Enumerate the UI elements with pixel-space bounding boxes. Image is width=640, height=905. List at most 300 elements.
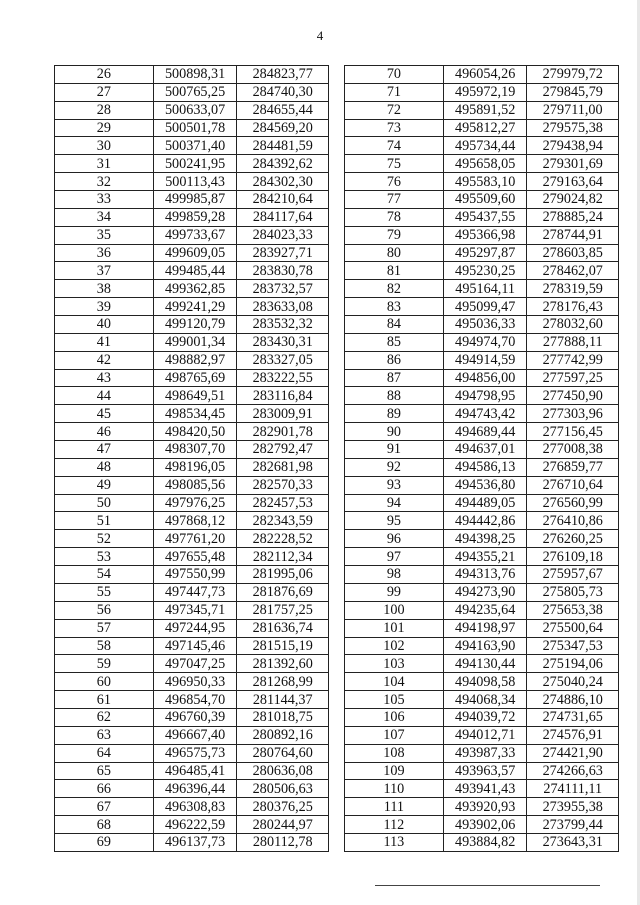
table-row: [345, 226, 619, 244]
y-coordinate-cell: 281018,75: [237, 708, 329, 726]
point-number-cell: 76: [345, 173, 444, 191]
point-number-cell: 32: [55, 173, 154, 191]
table-row: [345, 155, 619, 173]
y-coordinate-cell: 284117,64: [237, 208, 329, 226]
point-number-cell: 108: [345, 744, 444, 762]
y-coordinate-cell: 274266,63: [527, 762, 619, 780]
x-coordinate-cell: 499733,67: [153, 226, 237, 244]
y-coordinate-cell: 283222,55: [237, 369, 329, 387]
table-row: [345, 119, 619, 137]
x-coordinate-cell: 497345,71: [153, 601, 237, 619]
table-row: [345, 655, 619, 673]
y-coordinate-cell: 279575,38: [527, 119, 619, 137]
y-coordinate-cell: 283927,71: [237, 244, 329, 262]
point-number-cell: 93: [345, 476, 444, 494]
point-number-cell: 41: [55, 333, 154, 351]
point-number-cell: 84: [345, 316, 444, 334]
table-row: [55, 333, 329, 351]
x-coordinate-cell: 494856,00: [443, 369, 527, 387]
x-coordinate-cell: 496137,73: [153, 833, 237, 851]
y-coordinate-cell: 281876,69: [237, 583, 329, 601]
point-number-cell: 30: [55, 137, 154, 155]
y-coordinate-cell: 283116,84: [237, 387, 329, 405]
table-row: [55, 423, 329, 441]
x-coordinate-cell: 499859,28: [153, 208, 237, 226]
x-coordinate-cell: 493963,57: [443, 762, 527, 780]
table-row: [345, 83, 619, 101]
table-row: [345, 441, 619, 459]
x-coordinate-cell: 495812,27: [443, 119, 527, 137]
table-row: [345, 816, 619, 834]
x-coordinate-cell: 497976,25: [153, 494, 237, 512]
x-coordinate-cell: 494798,95: [443, 387, 527, 405]
table-row: [345, 566, 619, 584]
y-coordinate-cell: 279024,82: [527, 191, 619, 209]
x-coordinate-cell: 500371,40: [153, 137, 237, 155]
x-coordinate-cell: 498196,05: [153, 458, 237, 476]
point-number-cell: 26: [55, 66, 154, 84]
y-coordinate-cell: 281636,74: [237, 619, 329, 637]
y-coordinate-cell: 280244,97: [237, 816, 329, 834]
table-row: [345, 101, 619, 119]
table-row: [55, 405, 329, 423]
point-number-cell: 46: [55, 423, 154, 441]
x-coordinate-cell: 499985,87: [153, 191, 237, 209]
y-coordinate-cell: 274731,65: [527, 708, 619, 726]
table-row: [345, 351, 619, 369]
x-coordinate-cell: 496308,83: [153, 798, 237, 816]
table-row: [55, 548, 329, 566]
y-coordinate-cell: 274421,90: [527, 744, 619, 762]
x-coordinate-cell: 494974,70: [443, 333, 527, 351]
y-coordinate-cell: 284823,77: [237, 66, 329, 84]
y-coordinate-cell: 274111,11: [527, 780, 619, 798]
x-coordinate-cell: 496667,40: [153, 726, 237, 744]
x-coordinate-cell: 495099,47: [443, 298, 527, 316]
x-coordinate-cell: 499001,34: [153, 333, 237, 351]
point-number-cell: 51: [55, 512, 154, 530]
y-coordinate-cell: 276560,99: [527, 494, 619, 512]
table-row: [55, 494, 329, 512]
y-coordinate-cell: 278462,07: [527, 262, 619, 280]
footer-rule: [375, 885, 600, 886]
y-coordinate-cell: 278744,91: [527, 226, 619, 244]
table-row: [345, 333, 619, 351]
point-number-cell: 87: [345, 369, 444, 387]
table-row: [345, 369, 619, 387]
point-number-cell: 112: [345, 816, 444, 834]
table-row: [345, 548, 619, 566]
y-coordinate-cell: 275805,73: [527, 583, 619, 601]
y-coordinate-cell: 282343,59: [237, 512, 329, 530]
point-number-cell: 69: [55, 833, 154, 851]
y-coordinate-cell: 276859,77: [527, 458, 619, 476]
point-number-cell: 62: [55, 708, 154, 726]
point-number-cell: 40: [55, 316, 154, 334]
table-row: [55, 833, 329, 851]
x-coordinate-cell: 493941,43: [443, 780, 527, 798]
y-coordinate-cell: 275194,06: [527, 655, 619, 673]
point-number-cell: 83: [345, 298, 444, 316]
table-row: [55, 512, 329, 530]
point-number-cell: 97: [345, 548, 444, 566]
point-number-cell: 81: [345, 262, 444, 280]
point-number-cell: 102: [345, 637, 444, 655]
table-row: [55, 530, 329, 548]
y-coordinate-cell: 273799,44: [527, 816, 619, 834]
table-row: [345, 673, 619, 691]
y-coordinate-cell: 282112,34: [237, 548, 329, 566]
x-coordinate-cell: 496054,26: [443, 66, 527, 84]
x-coordinate-cell: 496222,59: [153, 816, 237, 834]
table-row: [55, 441, 329, 459]
point-number-cell: 38: [55, 280, 154, 298]
point-number-cell: 35: [55, 226, 154, 244]
table-row: [345, 405, 619, 423]
table-row: [55, 298, 329, 316]
table-row: [55, 262, 329, 280]
point-number-cell: 77: [345, 191, 444, 209]
y-coordinate-cell: 283532,32: [237, 316, 329, 334]
point-number-cell: 47: [55, 441, 154, 459]
x-coordinate-cell: 494012,71: [443, 726, 527, 744]
table-row: [345, 619, 619, 637]
table-row: [345, 494, 619, 512]
x-coordinate-cell: 497244,95: [153, 619, 237, 637]
table-row: [55, 816, 329, 834]
point-number-cell: 109: [345, 762, 444, 780]
table-row: [345, 744, 619, 762]
table-row: [55, 583, 329, 601]
x-coordinate-cell: 496854,70: [153, 691, 237, 709]
table-row: [55, 226, 329, 244]
point-number-cell: 48: [55, 458, 154, 476]
y-coordinate-cell: 277303,96: [527, 405, 619, 423]
y-coordinate-cell: 284210,64: [237, 191, 329, 209]
table-row: [345, 601, 619, 619]
point-number-cell: 99: [345, 583, 444, 601]
point-number-cell: 63: [55, 726, 154, 744]
x-coordinate-cell: 497047,25: [153, 655, 237, 673]
x-coordinate-cell: 494098,58: [443, 673, 527, 691]
point-number-cell: 36: [55, 244, 154, 262]
table-row: [55, 619, 329, 637]
y-coordinate-cell: 281392,60: [237, 655, 329, 673]
y-coordinate-cell: 277450,90: [527, 387, 619, 405]
point-number-cell: 100: [345, 601, 444, 619]
table-row: [55, 458, 329, 476]
x-coordinate-cell: 493902,06: [443, 816, 527, 834]
table-row: [345, 512, 619, 530]
point-number-cell: 53: [55, 548, 154, 566]
x-coordinate-cell: 498085,56: [153, 476, 237, 494]
table-row: [345, 173, 619, 191]
point-number-cell: 55: [55, 583, 154, 601]
y-coordinate-cell: 280376,25: [237, 798, 329, 816]
point-number-cell: 106: [345, 708, 444, 726]
point-number-cell: 31: [55, 155, 154, 173]
table-row: [55, 476, 329, 494]
y-coordinate-cell: 280112,78: [237, 833, 329, 851]
x-coordinate-cell: 494039,72: [443, 708, 527, 726]
point-number-cell: 29: [55, 119, 154, 137]
y-coordinate-cell: 283327,05: [237, 351, 329, 369]
x-coordinate-cell: 494068,34: [443, 691, 527, 709]
table-row: [55, 137, 329, 155]
point-number-cell: 42: [55, 351, 154, 369]
y-coordinate-cell: 277742,99: [527, 351, 619, 369]
point-number-cell: 54: [55, 566, 154, 584]
table-row: [345, 208, 619, 226]
point-number-cell: 67: [55, 798, 154, 816]
x-coordinate-cell: 494743,42: [443, 405, 527, 423]
point-number-cell: 44: [55, 387, 154, 405]
point-number-cell: 57: [55, 619, 154, 637]
table-row: [345, 191, 619, 209]
point-number-cell: 50: [55, 494, 154, 512]
x-coordinate-cell: 494235,64: [443, 601, 527, 619]
point-number-cell: 89: [345, 405, 444, 423]
table-row: [55, 83, 329, 101]
x-coordinate-cell: 495583,10: [443, 173, 527, 191]
y-coordinate-cell: 284392,62: [237, 155, 329, 173]
x-coordinate-cell: 497145,46: [153, 637, 237, 655]
y-coordinate-cell: 282681,98: [237, 458, 329, 476]
y-coordinate-cell: 279711,00: [527, 101, 619, 119]
table-row: [345, 708, 619, 726]
point-number-cell: 94: [345, 494, 444, 512]
x-coordinate-cell: 498420,50: [153, 423, 237, 441]
y-coordinate-cell: 280892,16: [237, 726, 329, 744]
x-coordinate-cell: 496950,33: [153, 673, 237, 691]
x-coordinate-cell: 497447,73: [153, 583, 237, 601]
table-row: [345, 423, 619, 441]
point-number-cell: 59: [55, 655, 154, 673]
y-coordinate-cell: 279979,72: [527, 66, 619, 84]
point-number-cell: 39: [55, 298, 154, 316]
y-coordinate-cell: 274576,91: [527, 726, 619, 744]
point-number-cell: 92: [345, 458, 444, 476]
x-coordinate-cell: 493884,82: [443, 833, 527, 851]
x-coordinate-cell: 493920,93: [443, 798, 527, 816]
table-row: [55, 119, 329, 137]
y-coordinate-cell: 282901,78: [237, 423, 329, 441]
x-coordinate-cell: 495036,33: [443, 316, 527, 334]
x-coordinate-cell: 496575,73: [153, 744, 237, 762]
x-coordinate-cell: 494442,86: [443, 512, 527, 530]
x-coordinate-cell: 497868,12: [153, 512, 237, 530]
table-row: [55, 673, 329, 691]
x-coordinate-cell: 495164,11: [443, 280, 527, 298]
x-coordinate-cell: 495509,60: [443, 191, 527, 209]
table-row: [55, 208, 329, 226]
table-row: [345, 780, 619, 798]
y-coordinate-cell: 284655,44: [237, 101, 329, 119]
table-row: [55, 762, 329, 780]
table-row: [55, 726, 329, 744]
point-number-cell: 49: [55, 476, 154, 494]
y-coordinate-cell: 281144,37: [237, 691, 329, 709]
y-coordinate-cell: 281757,25: [237, 601, 329, 619]
point-number-cell: 72: [345, 101, 444, 119]
x-coordinate-cell: 500501,78: [153, 119, 237, 137]
y-coordinate-cell: 275040,24: [527, 673, 619, 691]
point-number-cell: 86: [345, 351, 444, 369]
x-coordinate-cell: 498882,97: [153, 351, 237, 369]
point-number-cell: 80: [345, 244, 444, 262]
table-row: [345, 387, 619, 405]
y-coordinate-cell: 274886,10: [527, 691, 619, 709]
x-coordinate-cell: 500765,25: [153, 83, 237, 101]
point-number-cell: 43: [55, 369, 154, 387]
point-number-cell: 60: [55, 673, 154, 691]
point-number-cell: 70: [345, 66, 444, 84]
table-row: [55, 155, 329, 173]
point-number-cell: 73: [345, 119, 444, 137]
table-row: [55, 744, 329, 762]
table-row: [55, 601, 329, 619]
y-coordinate-cell: 281268,99: [237, 673, 329, 691]
table-row: [55, 691, 329, 709]
table-row: [55, 798, 329, 816]
y-coordinate-cell: 278603,85: [527, 244, 619, 262]
point-number-cell: 88: [345, 387, 444, 405]
point-number-cell: 103: [345, 655, 444, 673]
x-coordinate-cell: 500241,95: [153, 155, 237, 173]
x-coordinate-cell: 499120,79: [153, 316, 237, 334]
y-coordinate-cell: 278885,24: [527, 208, 619, 226]
table-row: [345, 691, 619, 709]
y-coordinate-cell: 282792,47: [237, 441, 329, 459]
table-row: [55, 351, 329, 369]
table-row: [55, 566, 329, 584]
y-coordinate-cell: 279301,69: [527, 155, 619, 173]
table-row: [55, 387, 329, 405]
y-coordinate-cell: 278319,59: [527, 280, 619, 298]
x-coordinate-cell: 494130,44: [443, 655, 527, 673]
table-row: [55, 244, 329, 262]
point-number-cell: 65: [55, 762, 154, 780]
x-coordinate-cell: 494163,90: [443, 637, 527, 655]
point-number-cell: 34: [55, 208, 154, 226]
y-coordinate-cell: 278176,43: [527, 298, 619, 316]
point-number-cell: 56: [55, 601, 154, 619]
x-coordinate-cell: 494398,25: [443, 530, 527, 548]
x-coordinate-cell: 494536,80: [443, 476, 527, 494]
table-row: [345, 66, 619, 84]
point-number-cell: 111: [345, 798, 444, 816]
table-row: [345, 726, 619, 744]
table-row: [345, 262, 619, 280]
y-coordinate-cell: 279438,94: [527, 137, 619, 155]
x-coordinate-cell: 498307,70: [153, 441, 237, 459]
table-row: [345, 244, 619, 262]
x-coordinate-cell: 496485,41: [153, 762, 237, 780]
y-coordinate-cell: 276410,86: [527, 512, 619, 530]
y-coordinate-cell: 277597,25: [527, 369, 619, 387]
table-row: [345, 476, 619, 494]
x-coordinate-cell: 495230,25: [443, 262, 527, 280]
y-coordinate-cell: 282228,52: [237, 530, 329, 548]
x-coordinate-cell: 499362,85: [153, 280, 237, 298]
x-coordinate-cell: 494489,05: [443, 494, 527, 512]
y-coordinate-cell: 276710,64: [527, 476, 619, 494]
table-row: [345, 298, 619, 316]
x-coordinate-cell: 497550,99: [153, 566, 237, 584]
page-number: 4: [316, 28, 324, 43]
point-number-cell: 96: [345, 530, 444, 548]
table-row: [55, 780, 329, 798]
x-coordinate-cell: 499485,44: [153, 262, 237, 280]
y-coordinate-cell: 273643,31: [527, 833, 619, 851]
point-number-cell: 61: [55, 691, 154, 709]
table-row: [345, 762, 619, 780]
y-coordinate-cell: 281515,19: [237, 637, 329, 655]
table-row: [345, 833, 619, 851]
coordinates-table-left: [54, 65, 329, 852]
table-row: [55, 637, 329, 655]
x-coordinate-cell: 494586,13: [443, 458, 527, 476]
x-coordinate-cell: 498534,45: [153, 405, 237, 423]
point-number-cell: 58: [55, 637, 154, 655]
y-coordinate-cell: 275957,67: [527, 566, 619, 584]
table-row: [345, 530, 619, 548]
point-number-cell: 71: [345, 83, 444, 101]
point-number-cell: 37: [55, 262, 154, 280]
y-coordinate-cell: 277888,11: [527, 333, 619, 351]
x-coordinate-cell: 495734,44: [443, 137, 527, 155]
y-coordinate-cell: 283430,31: [237, 333, 329, 351]
table-row: [55, 369, 329, 387]
table-row: [55, 316, 329, 334]
table-row: [55, 708, 329, 726]
point-number-cell: 113: [345, 833, 444, 851]
table-row: [345, 316, 619, 334]
x-coordinate-cell: 494273,90: [443, 583, 527, 601]
table-row: [55, 191, 329, 209]
point-number-cell: 52: [55, 530, 154, 548]
x-coordinate-cell: 495658,05: [443, 155, 527, 173]
point-number-cell: 74: [345, 137, 444, 155]
y-coordinate-cell: 277156,45: [527, 423, 619, 441]
point-number-cell: 85: [345, 333, 444, 351]
y-coordinate-cell: 280636,08: [237, 762, 329, 780]
point-number-cell: 75: [345, 155, 444, 173]
y-coordinate-cell: 275500,64: [527, 619, 619, 637]
x-coordinate-cell: 496396,44: [153, 780, 237, 798]
x-coordinate-cell: 495297,87: [443, 244, 527, 262]
y-coordinate-cell: 278032,60: [527, 316, 619, 334]
x-coordinate-cell: 498649,51: [153, 387, 237, 405]
point-number-cell: 78: [345, 208, 444, 226]
y-coordinate-cell: 282457,53: [237, 494, 329, 512]
y-coordinate-cell: 284302,30: [237, 173, 329, 191]
x-coordinate-cell: 499609,05: [153, 244, 237, 262]
point-number-cell: 105: [345, 691, 444, 709]
x-coordinate-cell: 497761,20: [153, 530, 237, 548]
y-coordinate-cell: 284740,30: [237, 83, 329, 101]
x-coordinate-cell: 498765,69: [153, 369, 237, 387]
point-number-cell: 33: [55, 191, 154, 209]
point-number-cell: 95: [345, 512, 444, 530]
y-coordinate-cell: 283830,78: [237, 262, 329, 280]
x-coordinate-cell: 494689,44: [443, 423, 527, 441]
point-number-cell: 64: [55, 744, 154, 762]
x-coordinate-cell: 497655,48: [153, 548, 237, 566]
y-coordinate-cell: 283009,91: [237, 405, 329, 423]
y-coordinate-cell: 276260,25: [527, 530, 619, 548]
y-coordinate-cell: 284569,20: [237, 119, 329, 137]
